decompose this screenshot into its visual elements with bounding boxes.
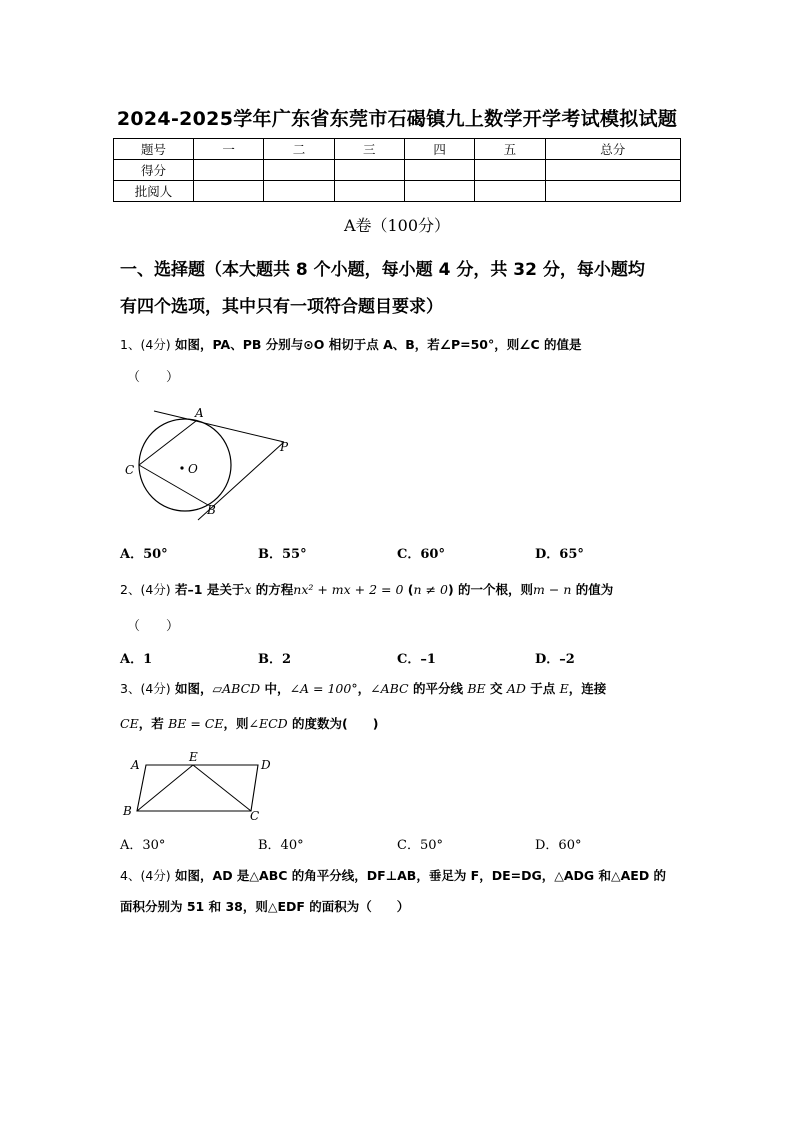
option-a[interactable]: A．1: [120, 652, 153, 667]
question-text: ，若: [138, 716, 169, 731]
question-text: ，: [357, 681, 371, 696]
question-number: 3、(4分): [120, 681, 171, 696]
score-table-header-cell: 四: [404, 139, 474, 160]
reviewer-cell[interactable]: [404, 181, 474, 202]
part-heading-line2: 有四个选项，其中只有一项符合题目要求）: [120, 297, 443, 317]
math-expression: E: [559, 681, 569, 696]
figure-label: C: [250, 809, 260, 822]
score-cell[interactable]: [545, 160, 680, 181]
math-expression: ∠A = 100°: [289, 681, 358, 696]
option-a[interactable]: A．50°: [120, 547, 168, 562]
score-table-row: [114, 160, 681, 181]
question-text: 中，: [260, 681, 290, 696]
score-cell[interactable]: [264, 160, 334, 181]
figure-label: O: [188, 462, 198, 476]
section-heading: A卷（100分）: [343, 216, 451, 235]
question-text: ) 的一个根，则: [447, 582, 534, 597]
question-2-stem: [120, 580, 613, 598]
option-d[interactable]: D．60°: [535, 838, 582, 853]
math-expression: n ≠ 0: [413, 582, 448, 597]
figure-label: E: [189, 750, 198, 764]
option-c[interactable]: C．50°: [397, 838, 443, 853]
figure-label: B: [123, 804, 132, 818]
score-table: [113, 138, 681, 202]
question-text: 于点: [525, 681, 560, 696]
question-number: 1、(4分): [120, 337, 171, 352]
option-b[interactable]: B．40°: [258, 838, 304, 853]
question-text: 若–1 是关于: [175, 582, 245, 597]
question-1-stem: [120, 335, 581, 353]
reviewer-cell[interactable]: [264, 181, 334, 202]
math-expression: nx² + mx + 2 = 0: [293, 582, 404, 597]
score-table-header-cell: 五: [475, 139, 545, 160]
math-expression: BE: [467, 681, 486, 696]
question-4-stem-line2: 面积分别为 51 和 38，则△EDF 的面积为（ ）: [120, 899, 410, 914]
figure-label: A: [195, 406, 204, 420]
score-table-header-cell: 二: [264, 139, 334, 160]
math-expression: AD: [506, 681, 526, 696]
question-text: 如图，PA、PB 分别与⊙O 相切于点 A、B，若∠P=50°，则∠C 的值是: [175, 337, 582, 352]
parallelogram-figure: [118, 748, 278, 822]
option-c[interactable]: C．–1: [397, 652, 436, 667]
question-4-stem-line1: [120, 866, 666, 884]
math-expression: ∠ECD: [248, 716, 288, 731]
score-cell[interactable]: [194, 160, 264, 181]
score-table-header-cell: 一: [194, 139, 264, 160]
score-table-row-label: 得分: [114, 160, 194, 181]
reviewer-cell[interactable]: [334, 181, 404, 202]
figure-label: P: [280, 440, 289, 454]
figure-label: C: [125, 463, 135, 477]
question-number: 4、(4分): [120, 868, 171, 883]
score-table-row: [114, 181, 681, 202]
option-d[interactable]: D．65°: [535, 547, 584, 562]
question-text: 的方程: [251, 582, 294, 597]
figure-label: D: [261, 758, 271, 772]
circle-o: [139, 419, 231, 511]
chord-ca: [139, 421, 196, 465]
question-text: 的度数为( ): [287, 716, 379, 731]
score-table-header-row: [114, 139, 681, 160]
option-b[interactable]: B．55°: [258, 547, 307, 562]
center-point: [180, 466, 183, 469]
math-expression: x: [244, 582, 252, 597]
question-text: 的值为: [571, 582, 614, 597]
score-cell[interactable]: [475, 160, 545, 181]
question-3-stem-line2: [120, 714, 378, 732]
math-expression: BE = CE: [168, 716, 224, 731]
exam-title: 2024-2025学年广东省东莞市石碣镇九上数学开学考试模拟试题: [116, 108, 678, 130]
parallelogram-abcd: [137, 765, 258, 811]
reviewer-cell[interactable]: [194, 181, 264, 202]
question-text: (: [403, 582, 414, 597]
reviewer-cell[interactable]: [475, 181, 545, 202]
math-expression: m − n: [533, 582, 572, 597]
figure-label: B: [207, 503, 216, 517]
figure-label: A: [131, 758, 140, 772]
math-expression: CE: [120, 716, 139, 731]
question-text: ，则: [223, 716, 249, 731]
score-cell[interactable]: [334, 160, 404, 181]
question-text: 如图，AD 是△ABC 的角平分线，DF⊥AB，垂足为 F，DE=DG，△ADG 和△AED 的: [175, 868, 667, 883]
option-a[interactable]: A．30°: [120, 838, 166, 853]
question-number: 2、(4分): [120, 582, 171, 597]
score-cell[interactable]: [404, 160, 474, 181]
question-3-stem-line1: [120, 679, 606, 697]
option-b[interactable]: B．2: [258, 652, 292, 667]
score-table-header-cell: 总分: [545, 139, 680, 160]
reviewer-cell[interactable]: [545, 181, 680, 202]
math-expression: ∠ABC: [370, 681, 409, 696]
part-heading-line1: 一、选择题（本大题共 8 个小题，每小题 4 分，共 32 分，每小题均: [120, 260, 645, 280]
segment-be: [137, 765, 193, 811]
tangent-pa: [154, 411, 284, 442]
question-text: 的平分线: [408, 681, 468, 696]
score-table-header-cell: 题号: [114, 139, 194, 160]
circle-tangent-figure: [118, 402, 298, 524]
question-text: 交: [485, 681, 507, 696]
question-text: ，连接: [568, 681, 607, 696]
option-d[interactable]: D．–2: [535, 652, 575, 667]
score-table-row-label: 批阅人: [114, 181, 194, 202]
answer-paren: （ ）: [127, 370, 180, 385]
answer-paren: （ ）: [127, 619, 180, 634]
question-text: 如图，: [175, 681, 213, 696]
score-table-header-cell: 三: [334, 139, 404, 160]
option-c[interactable]: C．60°: [397, 547, 445, 562]
segment-ce: [193, 765, 251, 811]
math-expression: ▱ABCD: [212, 681, 261, 696]
